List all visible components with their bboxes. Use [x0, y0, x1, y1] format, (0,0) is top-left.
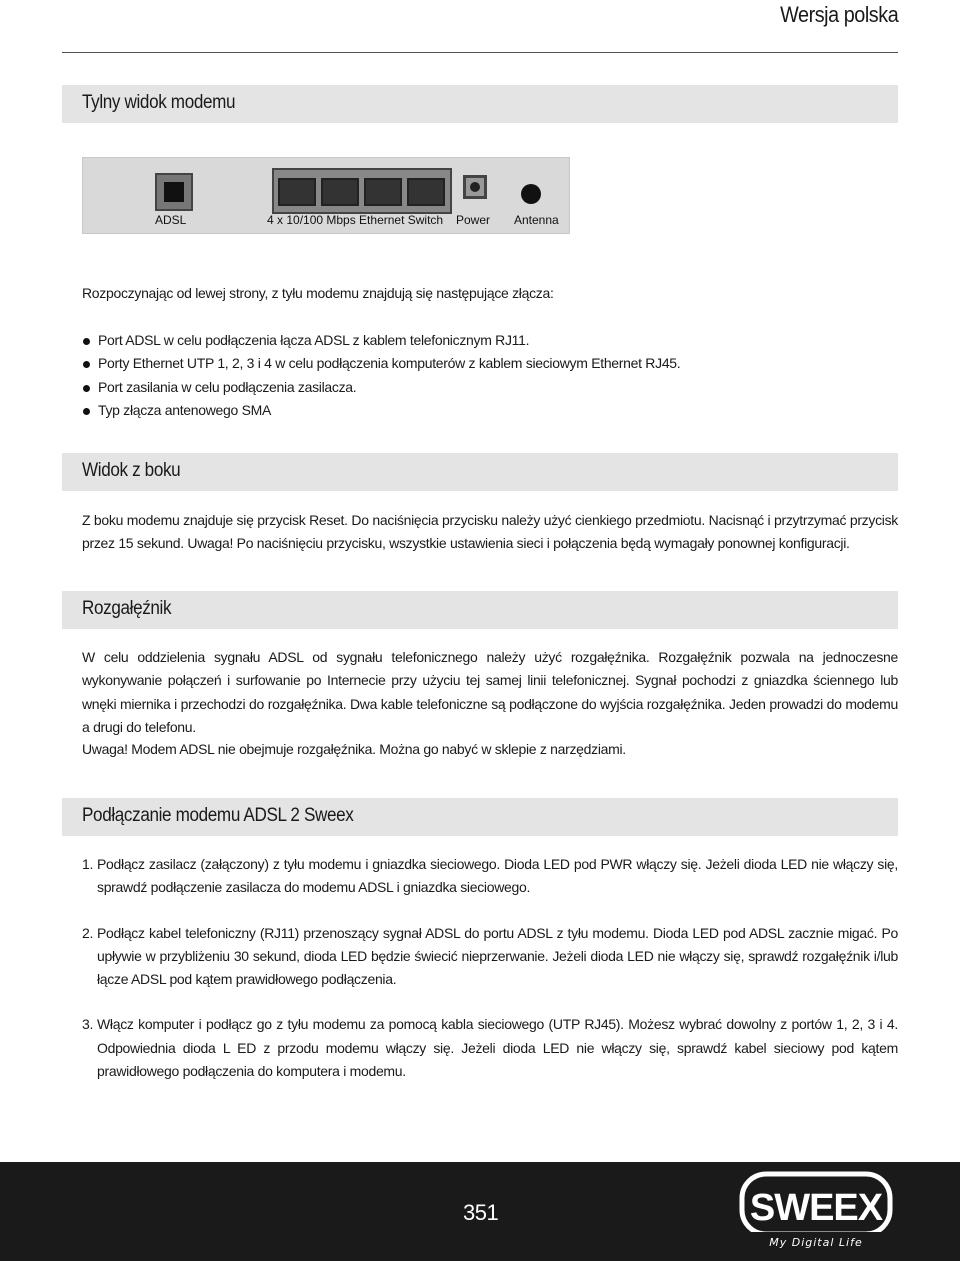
splitter-text: W celu oddzielenia sygnału ADSL od sygnału telefonicznego należy użyć rozgałęźnika. Rozgałęźnik pozwala na jednoczesne wykonywanie połączeń i surfowanie po Internecie przy użyciu tej samej linii telefonicznej. Sygnał pochodzi z gniazdka ściennego lub wnęki miernika i przechodzi do rozgałęźnika. Dwa kable telefoniczne są podłączone do wyjścia rozgałęźnika. Jeden prowadzi do modemu a drugi do telefonu. [82, 649, 898, 735]
ethernet-port-icon [321, 178, 359, 206]
svg-text:My Digital Life: My Digital Life [769, 1236, 863, 1249]
modem-rear-panel-illustration [82, 157, 570, 234]
ethernet-port-icon [407, 178, 445, 206]
adsl-port-icon [155, 173, 193, 211]
step-text: Podłącz zasilacz (załączony) z tyłu modemu i gniazdka sieciowego. Dioda LED pod PWR włączy się. Jeżeli dioda LED nie włączy się, sprawdź podłączenie zasilacza do modemu ADSL i gniazdka sieciowego. [97, 856, 898, 896]
header-divider [62, 52, 898, 53]
power-jack-icon [463, 175, 487, 199]
list-item: Port ADSL w celu podłączenia łącza ADSL z kablem telefonicznym RJ11. [82, 329, 898, 352]
step-text: Włącz komputer i podłącz go z tyłu modemu za pomocą kabla sieciowego (UTP RJ45). Możesz wybrać dowolny z portów 1, 2, 3 i 4. Odpowiednia dioda L ED z przodu modemu włączy się. Jeżeli dioda LED nie włączy się, sprawdź kabel sieciowy pod kątem prawidłowego podłączenia do komputera i modemu. [97, 1016, 898, 1080]
splitter-note: Uwaga! Modem ADSL nie obejmuje rozgałęźnika. Można go nabyć w sklepie z narzędziami. [82, 741, 626, 757]
bullet-icon [83, 385, 90, 392]
section-header-side-view [62, 453, 898, 491]
section-header-rear-view [62, 85, 898, 123]
setup-steps [82, 853, 898, 1105]
list-item: Porty Ethernet UTP 1, 2, 3 i 4 w celu podłączenia komputerów z kablem sieciowym Ethernet RJ45. [82, 352, 898, 375]
section-header-connecting [62, 798, 898, 836]
panel-label-power: Power [456, 213, 491, 227]
connector-list [82, 329, 898, 422]
panel-label-antenna: Antenna [514, 213, 559, 227]
setup-step [82, 853, 898, 900]
page-footer [0, 1162, 960, 1261]
ethernet-port-icon [364, 178, 402, 206]
svg-text:SWEEX: SWEEX [749, 1187, 883, 1229]
setup-step [82, 922, 898, 992]
step-number: 2. [82, 924, 94, 941]
section-header-splitter [62, 591, 898, 629]
list-item: Port zasilania w celu podłączenia zasilacza. [82, 376, 898, 399]
step-number: 3. [82, 1016, 94, 1033]
bullet-icon [83, 408, 90, 415]
section-title: Rozgałęźnik [82, 598, 172, 619]
page-number: 351 [463, 1200, 499, 1225]
step-number: 1. [82, 856, 94, 872]
list-item: Typ złącza antenowego SMA [82, 399, 898, 422]
bullet-icon [83, 361, 90, 368]
panel-label-switch: 4 x 10/100 Mbps Ethernet Switch [267, 213, 444, 227]
panel-label-adsl: ADSL [155, 213, 187, 227]
bullet-icon [83, 338, 90, 345]
setup-step [82, 1013, 898, 1083]
language-label: Wersja polska [779, 2, 898, 27]
step-text: Podłącz kabel telefoniczny (RJ11) przenoszący sygnał ADSL do portu ADSL z tyłu modemu. Dioda LED pod ADSL zacznie migać. Po upływie w przybliżeniu 30 sekund, dioda LED będzie świecić nieprzerwanie. Jeżeli dioda LED nie włączy się, sprawdź rozgałęźnik i/lub łącze ADSL pod kątem prawidłowego podłączenia. [97, 924, 898, 988]
ethernet-port-icon [278, 178, 316, 206]
section-title: Podłączanie modemu ADSL 2 Sweex [82, 805, 354, 826]
side-view-text: Z boku modemu znajduje się przycisk Reset. Do naciśnięcia przycisku należy użyć cienkiego przedmiotu. Nacisnąć i przytrzymać przycisk przez 15 sekund. Uwaga! Po naciśnięciu przycisku, wszystkie ustawienia sieci i połączenia będą wymagały ponownej konfiguracji. [82, 512, 898, 552]
rear-view-intro: Rozpoczynając od lewej strony, z tyłu modemu znajdują się następujące złącza: [82, 285, 554, 301]
section-title: Widok z boku [82, 460, 181, 481]
ethernet-switch-ports-icon [272, 168, 452, 214]
section-title: Tylny widok modemu [82, 92, 236, 113]
sweex-logo [738, 1170, 894, 1252]
antenna-connector-icon [521, 184, 541, 204]
